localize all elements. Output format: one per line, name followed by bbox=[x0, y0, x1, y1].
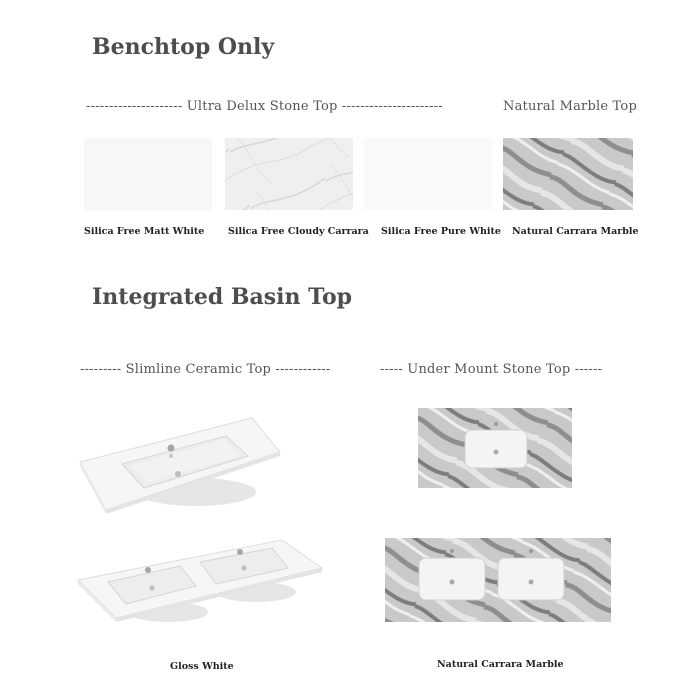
caption-pure-white: Silica Free Pure White bbox=[381, 226, 501, 237]
swatch-carrara-marble bbox=[503, 138, 631, 210]
caption-matt-white: Silica Free Matt White bbox=[84, 226, 205, 237]
caption-gloss-white: Gloss White bbox=[170, 661, 234, 672]
natural-marble-label: Natural Marble Top bbox=[503, 99, 637, 114]
swatch-pure-white bbox=[364, 138, 492, 210]
integrated-title: Integrated Basin Top bbox=[92, 284, 353, 310]
stone-single-basin bbox=[418, 408, 572, 488]
benchtop-title: Benchtop Only bbox=[92, 34, 275, 60]
caption-stone-carrara: Natural Carrara Marble bbox=[437, 659, 564, 670]
swatch-cloudy-carrara bbox=[225, 138, 353, 210]
slimline-ceramic-label: --------- Slimline Ceramic Top ------------ bbox=[80, 362, 331, 377]
caption-cloudy-carrara: Silica Free Cloudy Carrara bbox=[228, 226, 369, 237]
under-mount-stone-label: ----- Under Mount Stone Top ------ bbox=[380, 362, 603, 377]
caption-carrara-marble: Natural Carrara Marble bbox=[512, 226, 639, 237]
stone-double-basin bbox=[385, 538, 611, 622]
ceramic-double-basin bbox=[76, 536, 324, 631]
swatch-matt-white bbox=[84, 138, 212, 210]
ultra-delux-label: --------------------- Ultra Delux Stone Top ---------------------- bbox=[86, 99, 443, 114]
ceramic-single-basin bbox=[78, 412, 283, 522]
